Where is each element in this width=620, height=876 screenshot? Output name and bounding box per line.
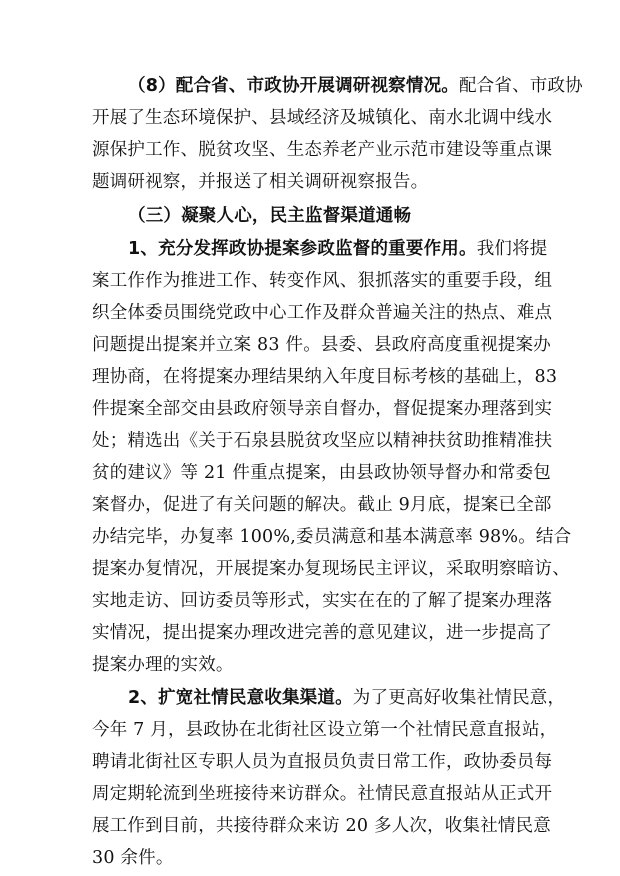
item-1-line-10: 办结完毕，办复率 100%,委员满意和基本满意率 98%。结合 (92, 527, 572, 547)
item-1-line-12: 实地走访、回访委员等形式，实实在在的了解了提案办理落 (92, 591, 553, 611)
item-1-text: 我们将提 (476, 239, 548, 259)
item-1-heading: 1、充分发挥政协提案参政监督的重要作用。 (128, 239, 477, 259)
paragraph-8-text: 配合省、市政协 (458, 76, 583, 96)
item-2-line-5: 展工作到目前，共接待群众来访 20 多人次，收集社情民意 (92, 816, 551, 836)
item-1-line-9: 案督办，促进了有关问题的解决。截止 9月底，提案已全部 (92, 495, 552, 515)
item-1-line-1 (128, 239, 548, 259)
section-3-heading: （三）凝聚人心，民主监督渠道通畅 (128, 206, 412, 226)
paragraph-8-line-1 (128, 76, 583, 96)
paragraph-8-line-4: 题调研视察，并报送了相关调研视察报告。 (92, 172, 429, 192)
item-1-line-5: 理协商，在将提案办理结果纳入年度目标考核的基础上，83 (92, 367, 558, 387)
item-2-line-4: 周定期轮流到坐班接待来访群众。社情民意直报站从正式开 (92, 784, 553, 804)
item-2-line-2: 今年 7 月，县政协在北街社区设立第一个社情民意直报站， (92, 720, 558, 740)
item-1-line-7: 处；精选出《关于石泉县脱贫攻坚应以精神扶贫助推精准扶 (92, 431, 553, 451)
item-2-line-3: 聘请北街社区专职人员为直报员负责日常工作，政协委员每 (92, 752, 553, 772)
item-1-line-6: 件提案全部交由县政府领导亲自督办，督促提案办理落到实 (92, 399, 553, 419)
item-2-line-1 (128, 688, 565, 708)
item-2-heading: 2、扩宽社情民意收集渠道。 (128, 688, 353, 708)
item-2-line-6: 30 余件。 (92, 848, 174, 868)
item-1-line-13: 实情况，提出提案办理改进完善的意见建议，进一步提高了 (92, 623, 553, 643)
item-1-line-11: 提案办复情况，开展提案办复现场民主评议，采取明察暗访、 (92, 559, 570, 579)
paragraph-8-line-3: 源保护工作、脱贫攻坚、生态养老产业示范市建设等重点课 (92, 140, 553, 160)
item-1-line-4: 问题提出提案并立案 83 件。县委、县政府高度重视提案办 (92, 335, 551, 355)
item-1-line-14: 提案办理的实效。 (92, 655, 234, 675)
paragraph-8-heading: （8）配合省、市政协开展调研视察情况。 (128, 76, 459, 96)
item-1-line-3: 织全体委员围绕党政中心工作及群众普遍关注的热点、难点 (92, 303, 553, 323)
item-2-text: 为了更高好收集社情民意， (352, 688, 566, 708)
paragraph-8-line-2: 开展了生态环境保护、县域经济及城镇化、南水北调中线水 (92, 108, 553, 128)
item-1-line-2: 案工作作为推进工作、转变作风、狠抓落实的重要手段，组 (92, 271, 553, 291)
item-1-line-8: 贫的建议》等 21 件重点提案，由县政协领导督办和常委包 (92, 463, 551, 483)
